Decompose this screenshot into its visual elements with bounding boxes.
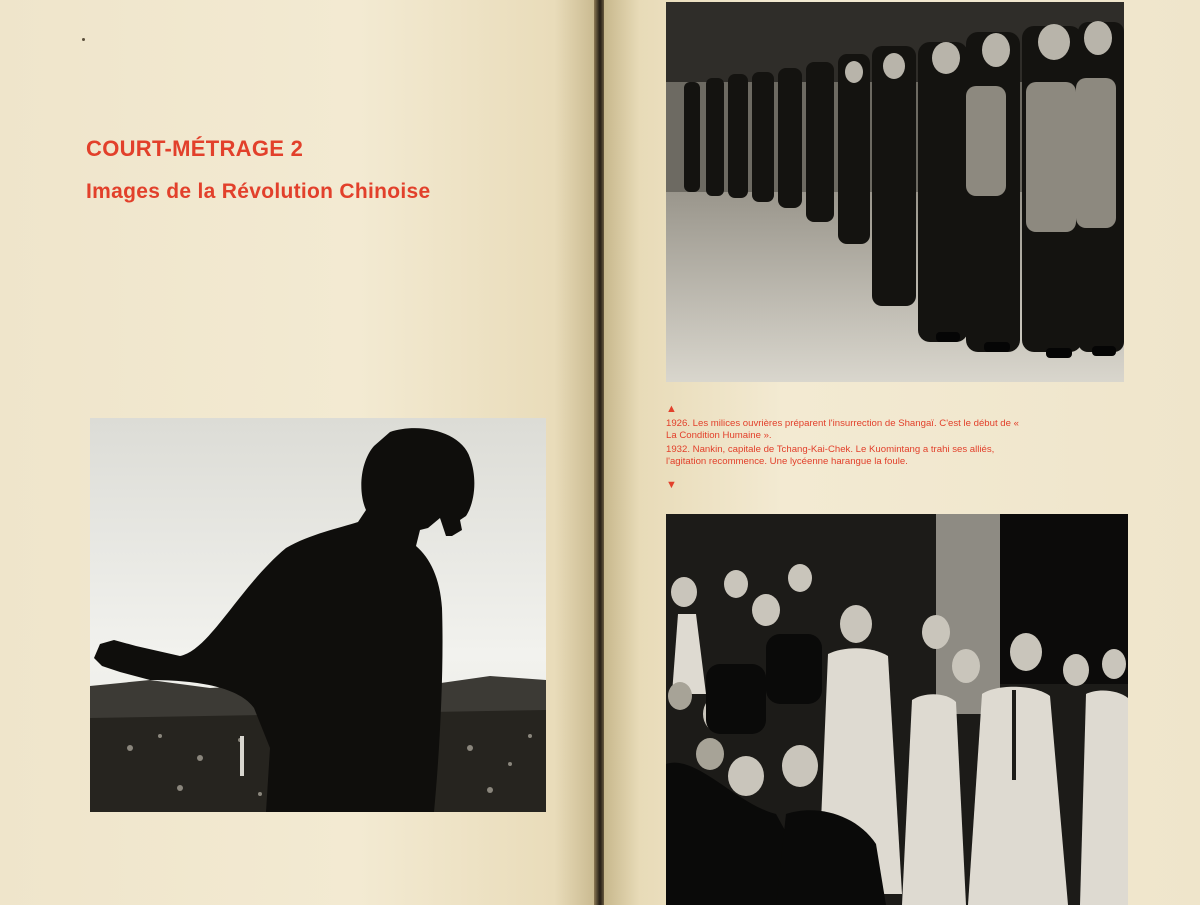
right-page — [604, 0, 1200, 905]
caption-1932: 1932. Nankin, capitale de Tchang-Kai-Chek. Le Kuomintang a trahi ses alliés, l'agitation recommence. Une lycéenne harangue la foule. — [666, 443, 995, 467]
photo-caption — [666, 418, 1028, 469]
page-speck — [82, 38, 85, 41]
section-title: COURT-MÉTRAGE 2 — [86, 136, 304, 161]
caption-pointer-down: ▼ — [666, 479, 677, 491]
silhouette-orator-photo — [90, 418, 546, 812]
left-page — [0, 0, 596, 905]
section-subtitle: Images de la Révolution Chinoise — [86, 180, 431, 203]
caption-pointer-up: ▲ — [666, 403, 677, 415]
crowd-student-photo — [666, 514, 1128, 905]
caption-1926: 1926. Les milices ouvrières préparent l'insurrection de Shangaï. C'est le début de « La Condition Humaine ». — [666, 418, 1019, 442]
militia-column-photo — [666, 2, 1124, 382]
